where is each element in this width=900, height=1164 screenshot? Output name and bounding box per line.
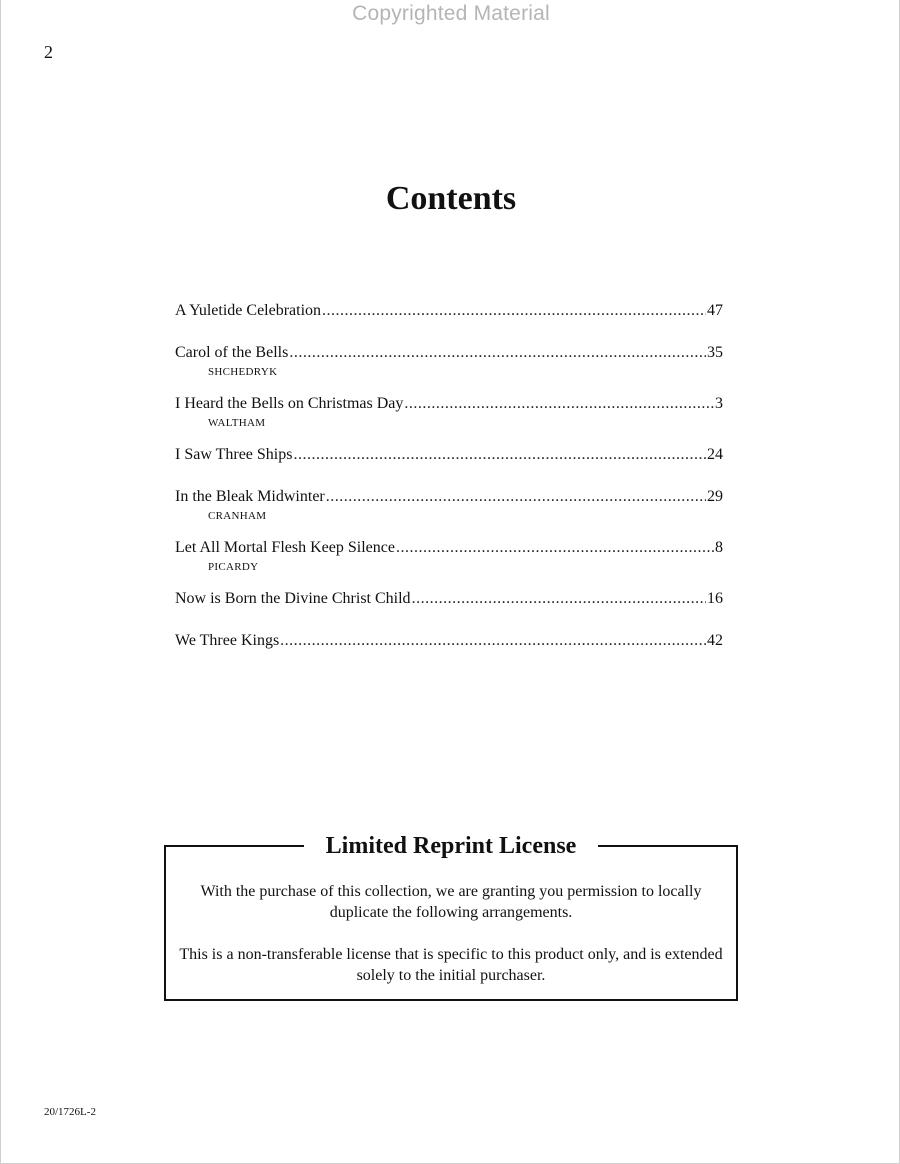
page-title: Contents xyxy=(385,180,517,217)
toc-entry-title: Now is Born the Divine Christ Child xyxy=(175,590,411,607)
toc-entry xyxy=(175,342,723,379)
toc-entry xyxy=(175,630,723,652)
license-box xyxy=(164,833,738,1001)
toc-entry-title: Let All Mortal Flesh Keep Silence xyxy=(175,539,395,556)
license-title: Limited Reprint License xyxy=(304,831,599,861)
toc-entry-tune-name: CRANHAM xyxy=(208,510,267,522)
license-paragraph: This is a non-transferable license that is specific to this product only, and is extended solely to the initial purchaser. xyxy=(179,946,723,984)
toc-entry-page: 8 xyxy=(715,539,723,556)
toc-entry-page: 35 xyxy=(707,344,723,361)
toc-entry xyxy=(175,486,723,523)
page-number: 2 xyxy=(44,42,53,62)
toc-entry-tune-name: SHCHEDRYK xyxy=(208,366,278,378)
toc-entry xyxy=(175,588,723,610)
copyright-watermark: Copyrighted Material xyxy=(352,2,550,25)
toc-entry-title: We Three Kings xyxy=(175,632,280,649)
dot-leader xyxy=(280,630,706,652)
toc-entry-page: 42 xyxy=(707,632,723,649)
toc-entry-tune-name: PICARDY xyxy=(208,561,259,573)
product-code: 20/1726L-2 xyxy=(44,1106,96,1118)
toc-entry-page: 24 xyxy=(707,446,723,463)
dot-leader xyxy=(412,588,706,610)
toc-entry xyxy=(175,300,723,322)
dot-leader xyxy=(326,486,706,508)
toc-entry-page: 3 xyxy=(715,395,723,412)
toc-entry-tune-name: WALTHAM xyxy=(208,417,266,429)
dot-leader xyxy=(289,342,706,364)
toc-entry-page: 16 xyxy=(707,590,723,607)
toc-entry-title: I Saw Three Ships xyxy=(175,446,293,463)
license-paragraph: With the purchase of this collection, we are granting you permission to locally duplicate the following arrangements. xyxy=(200,883,702,921)
dot-leader xyxy=(404,393,714,415)
toc-entry-title: A Yuletide Celebration xyxy=(175,302,322,319)
dot-leader xyxy=(293,444,706,466)
table-of-contents xyxy=(175,300,723,652)
toc-entry-page: 47 xyxy=(707,302,723,319)
toc-entry-page: 29 xyxy=(707,488,723,505)
dot-leader xyxy=(396,537,714,559)
dot-leader xyxy=(322,300,706,322)
toc-entry-title: I Heard the Bells on Christmas Day xyxy=(175,395,404,412)
toc-entry xyxy=(175,393,723,430)
toc-entry xyxy=(175,444,723,466)
toc-entry-title: Carol of the Bells xyxy=(175,344,289,361)
toc-entry xyxy=(175,537,723,574)
toc-entry-title: In the Bleak Midwinter xyxy=(175,488,325,505)
